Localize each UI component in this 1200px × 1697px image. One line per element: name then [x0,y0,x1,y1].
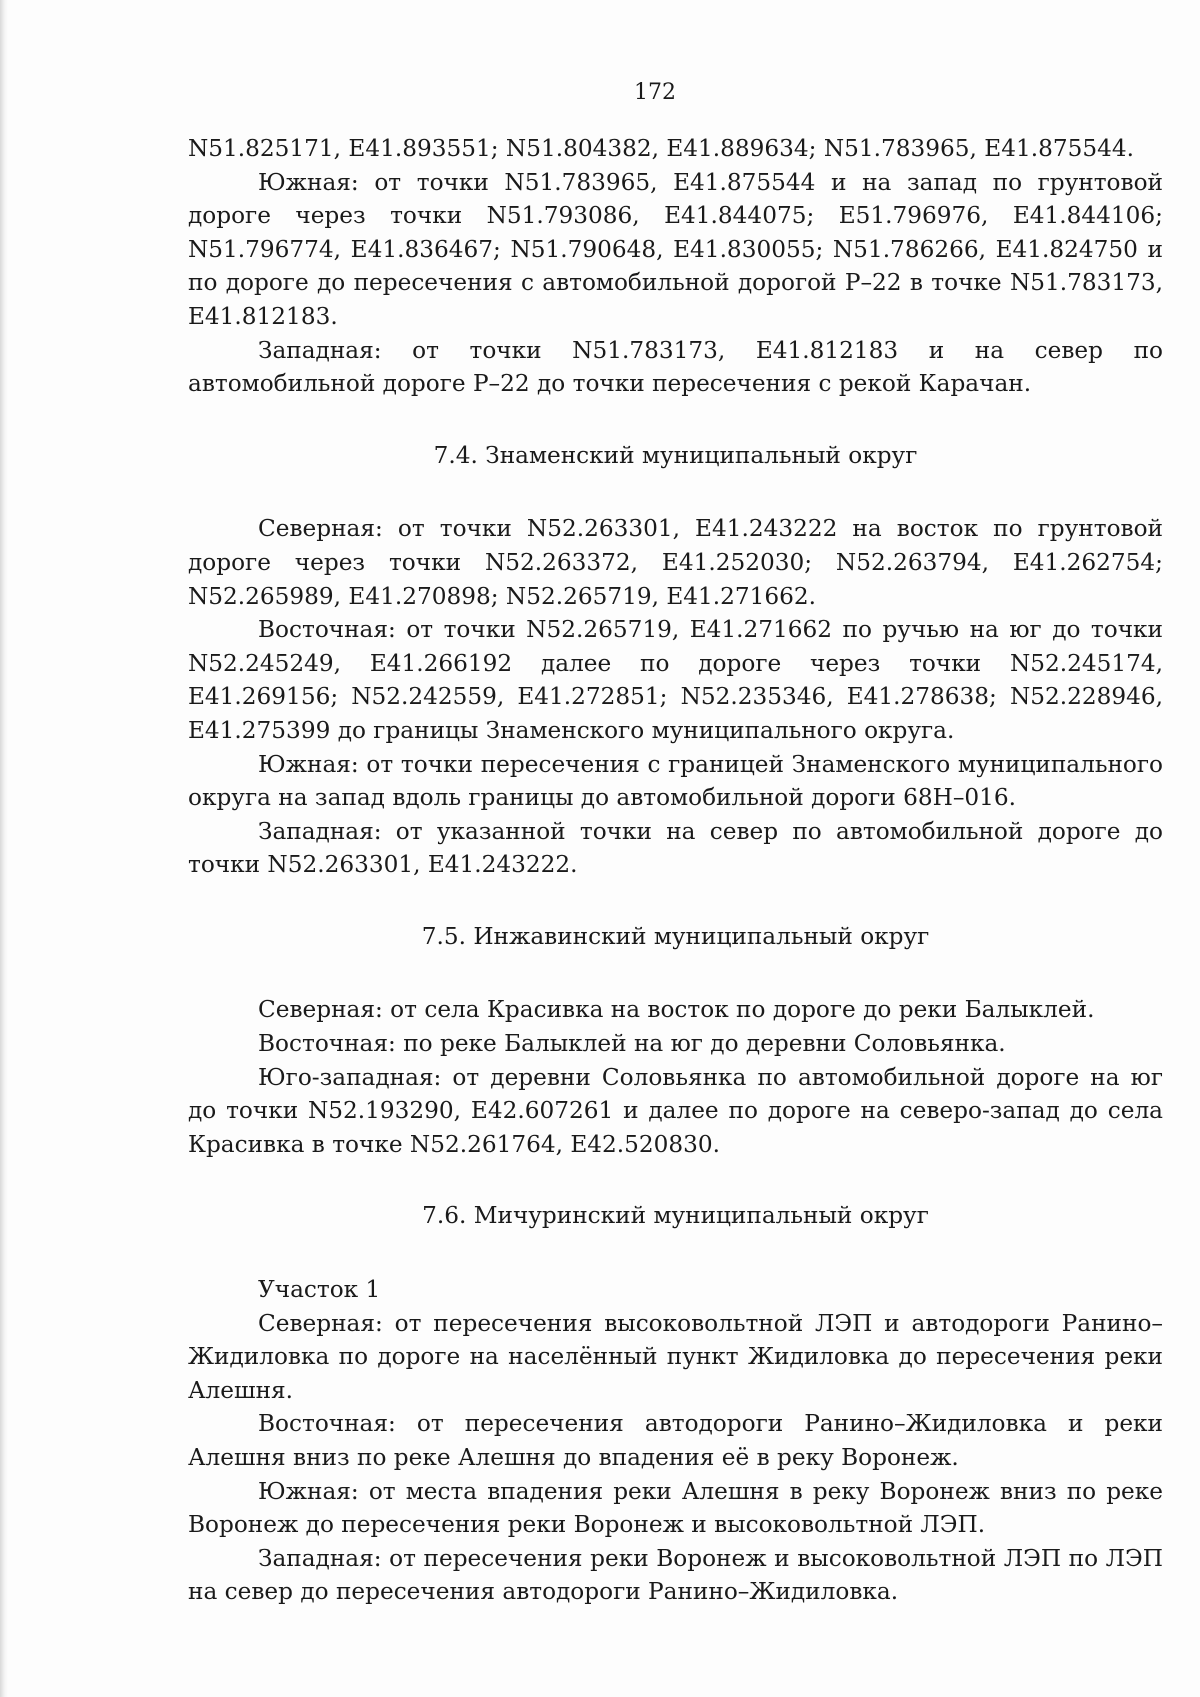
s75-southwest-boundary: Юго-западная: от деревни Соловьянка по автомобильной дороге на юг до точки N52.193290, E42.607261 и далее по дороге на северо-запад до села Красивка в точке N52.261764, E42.520830. [188,1063,1163,1158]
s76-north-boundary: Северная: от пересечения высоковольтной ЛЭП и автодороги Ранино–Жидиловка по дороге на населённый пункт Жидиловка до пересечения реки Алешня. [188,1309,1163,1404]
spacer [188,1161,1163,1199]
s76-west-boundary: Западная: от пересечения реки Воронеж и высоковольтной ЛЭП по ЛЭП на север до пересечения автодороги Ранино–Жидиловка. [188,1544,1163,1606]
scan-edge-shadow [0,0,8,1697]
s74-west-boundary: Западная: от указанной точки на север по автомобильной дороге до точки N52.263301, E41.243222. [188,817,1163,879]
spacer [188,953,1163,993]
s76-plot-label: Участок 1 [258,1276,381,1304]
s75-north-boundary: Северная: от села Красивка на восток по дороге до реки Балыклей. [258,996,1095,1024]
s75-east-boundary: Восточная: по реке Балыклей на юг до деревни Соловьянка. [258,1030,1006,1058]
paragraph-west-boundary: Западная: от точки N51.783173, E41.812183 и на север по автомобильной дороге Р–22 до точки пересечения с рекой Карачан. [188,336,1163,398]
section-heading-7-6: 7.6. Мичуринский муниципальный округ [422,1202,929,1230]
s74-south-boundary: Южная: от точки пересечения с границей Знаменского муниципального округа на запад вдоль границы до автомобильной дороги 68Н–016. [188,750,1163,812]
s76-east-boundary: Восточная: от пересечения автодороги Ранино–Жидиловка и реки Алешня вниз по реке Алешня до впадения её в реку Воронеж. [188,1410,1163,1471]
page-number: 172 [634,80,676,105]
section-heading-7-4: 7.4. Знаменский муниципальный округ [433,441,918,469]
s76-south-boundary: Южная: от места впадения реки Алешня в реку Воронеж вниз по реке Воронеж до пересечения реки Воронеж и высоковольтной ЛЭП. [188,1477,1163,1539]
spacer [188,401,1163,439]
spacer [188,1233,1163,1273]
s74-east-boundary: Восточная: от точки N52.265719, E41.271662 по ручью на юг до точки N52.245249, E41.266192 далее по дороге через точки N52.245174, E41.269156; N52.242559, E41.272851; N52.235346, E41.278638; N52.228946, E41.275399 до границы Знаменского муниципального округа. [188,616,1163,744]
section-heading-7-5: 7.5. Инжавинский муниципальный округ [421,922,930,950]
spacer [188,882,1163,920]
document-body [188,132,1163,1609]
spacer [188,472,1163,512]
paragraph-continuation: N51.825171, E41.893551; N51.804382, E41.889634; N51.783965, E41.875544. [188,135,1134,162]
paragraph-south-boundary: Южная: от точки N51.783965, E41.875544 и на запад по грунтовой дороге через точки N51.793086, E41.844075; E51.796976, E41.844106; N51.796774, E41.836467; N51.790648, E41.830055; N51.786266, E41.824750 и по дороге до пересечения с автомобильной дорогой Р–22 в точке N51.783173, E41.812183. [188,168,1163,330]
s74-north-boundary: Северная: от точки N52.263301, E41.243222 на восток по грунтовой дороге через точки N52.263372, E41.252030; N52.263794, E41.262754; N52.265989, E41.270898; N52.265719, E41.271662. [188,515,1163,610]
